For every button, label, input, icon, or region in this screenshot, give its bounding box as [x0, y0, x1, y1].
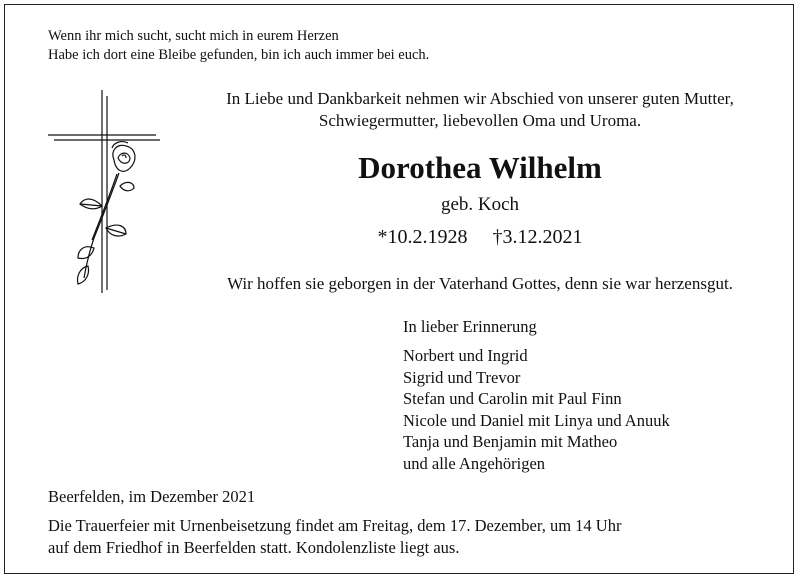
hope-text: Wir hoffen sie geborgen in der Vaterhand Gottes, denn sie war herzensgut. [227, 274, 733, 293]
family-member: und alle Angehörigen [403, 453, 546, 473]
birth-name: geb. Koch [440, 194, 520, 215]
birth-date: *10.2.1928 [377, 226, 468, 248]
quote-line-1: Wenn ihr mich sucht, sucht mich in eurem Herzen [48, 28, 339, 44]
deceased-name: Dorothea Wilhelm [358, 150, 602, 185]
life-dates [180, 226, 780, 249]
cross-with-rose-icon [44, 88, 166, 300]
place-date: Beerfelden, im Dezember 2021 [48, 487, 256, 506]
notice-line-1: Die Trauerfeier mit Urnenbeisetzung findet am Freitag, dem 17. Dezember, um 14 Uhr [48, 516, 622, 535]
family-list [403, 345, 670, 474]
family-member: Nicole und Daniel mit Linya und Anuuk [403, 410, 670, 430]
funeral-notice [48, 515, 621, 558]
intro-line-1: In Liebe und Dankbarkeit nehmen wir Abschied von unserer guten Mutter, [226, 89, 734, 108]
family-member: Sigrid und Trevor [403, 367, 521, 387]
intro-text [180, 88, 780, 132]
quote-line-2: Habe ich dort eine Bleibe gefunden, bin ich auch immer bei euch. [48, 47, 430, 63]
memory-heading: In lieber Erinnerung [403, 317, 537, 336]
family-member: Norbert und Ingrid [403, 346, 528, 365]
intro-line-2: Schwiegermutter, liebevollen Oma und Uroma. [318, 111, 642, 130]
death-date: †3.12.2021 [492, 226, 583, 248]
family-member: Tanja und Benjamin mit Matheo [403, 432, 618, 451]
quote [48, 27, 429, 65]
family-member: Stefan und Carolin mit Paul Finn [403, 389, 622, 408]
notice-line-2: auf dem Friedhof in Beerfelden statt. Kondolenzliste liegt aus. [48, 537, 460, 557]
